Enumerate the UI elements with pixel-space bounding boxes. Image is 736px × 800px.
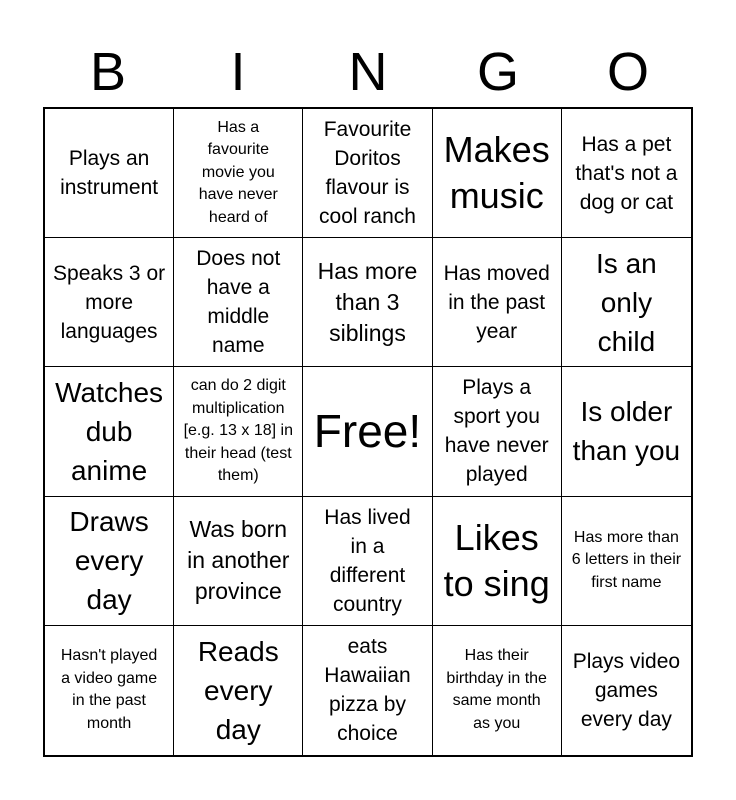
bingo-cell-r1-c1[interactable]: [45, 109, 174, 238]
cell-text: Has more than 6 letters in their first name: [571, 528, 682, 591]
bingo-cell-r4-c2[interactable]: [174, 497, 303, 626]
cell-text: can do 2 digit multiplication [e.g. 13 x 18] in their head (test them): [183, 377, 293, 485]
cell-text: Has their birthday in the same month as you: [446, 647, 547, 732]
bingo-cell-r2-c5[interactable]: [562, 238, 691, 367]
bingo-cell-r1-c5[interactable]: [562, 109, 691, 238]
cell-text: Has moved in the past year: [443, 261, 550, 343]
cell-text: eats Hawaiian pizza by choice: [324, 635, 411, 746]
cell-text: Does not have a middle name: [196, 247, 281, 358]
cell-text: Makes music: [443, 129, 550, 217]
bingo-cell-r3-c3[interactable]: [303, 367, 432, 496]
bingo-cell-r5-c3[interactable]: [303, 626, 432, 755]
bingo-cell-r5-c2[interactable]: [174, 626, 303, 755]
cell-text: Draws every day: [69, 506, 149, 616]
bingo-cell-r4-c1[interactable]: [45, 497, 174, 626]
bingo-cell-r5-c5[interactable]: [562, 626, 691, 755]
cell-text: Was born in another province: [187, 516, 290, 605]
bingo-cell-r1-c2[interactable]: [174, 109, 303, 238]
cell-text: Plays video games every day: [572, 649, 681, 731]
bingo-cell-r4-c3[interactable]: [303, 497, 432, 626]
cell-text: Is an only child: [596, 247, 657, 357]
header-letter-i: I: [230, 42, 246, 102]
cell-text: Has a favourite movie you have never heard of: [198, 118, 278, 226]
cell-text: Watches dub anime: [55, 376, 164, 486]
header-letter-o: O: [606, 42, 649, 102]
bingo-cell-r5-c4[interactable]: [433, 626, 562, 755]
cell-text: Reads every day: [197, 635, 279, 745]
cell-text: Is older than you: [572, 396, 681, 467]
bingo-cell-r2-c2[interactable]: [174, 238, 303, 367]
cell-text: Has more than 3 siblings: [317, 257, 418, 346]
bingo-cell-r3-c1[interactable]: [45, 367, 174, 496]
cell-text: Speaks 3 or more languages: [53, 261, 166, 343]
bingo-cell-r1-c3[interactable]: [303, 109, 432, 238]
free-space-text: Free!: [313, 405, 422, 458]
bingo-cell-r2-c3[interactable]: [303, 238, 432, 367]
cell-text: Hasn't played a video game in the past month: [60, 647, 158, 732]
bingo-cell-r3-c2[interactable]: [174, 367, 303, 496]
bingo-grid: [43, 107, 693, 757]
header-letter-b: B: [89, 42, 127, 102]
header-letter-g: G: [476, 42, 519, 102]
bingo-cell-r3-c4[interactable]: [433, 367, 562, 496]
cell-text: Has a pet that's not a dog or cat: [575, 132, 678, 214]
bingo-cell-r3-c5[interactable]: [562, 367, 691, 496]
bingo-cell-r1-c4[interactable]: [433, 109, 562, 238]
bingo-cell-r4-c5[interactable]: [562, 497, 691, 626]
bingo-cell-r4-c4[interactable]: [433, 497, 562, 626]
cell-text: Has lived in a different country: [324, 505, 411, 616]
bingo-cell-r2-c4[interactable]: [433, 238, 562, 367]
cell-text: Plays a sport you have never played: [444, 376, 549, 487]
bingo-cell-r2-c1[interactable]: [45, 238, 174, 367]
header-letter-n: N: [348, 42, 388, 102]
cell-text: Likes to sing: [443, 516, 550, 604]
bingo-cell-r5-c1[interactable]: [45, 626, 174, 755]
bingo-header: [43, 36, 693, 108]
cell-text: Plays an instrument: [60, 147, 159, 200]
cell-text: Favourite Doritos flavour is cool ranch: [319, 118, 416, 229]
